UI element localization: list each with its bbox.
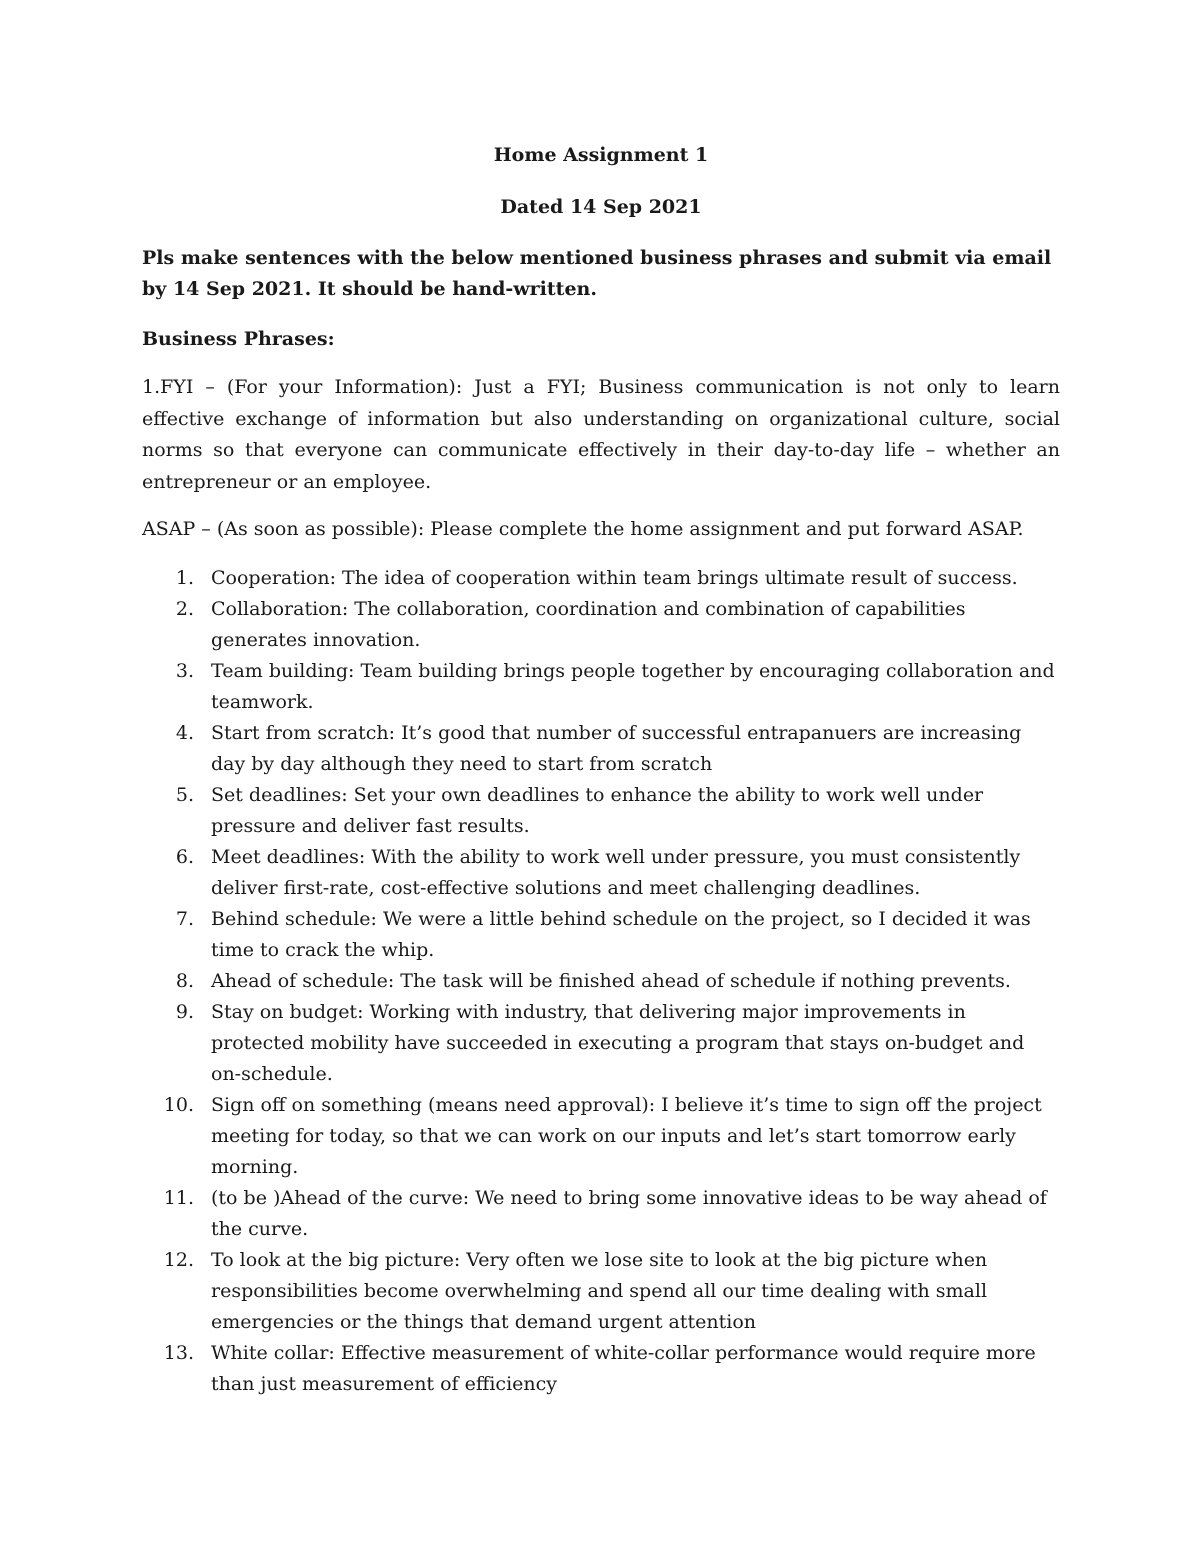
list-item-number: 9. xyxy=(175,1000,194,1023)
list-item-text: Meet deadlines: With the ability to work well under pressure, you must consistently deliver first-rate, cost-effective solutions and meet challenging deadlines. xyxy=(211,845,1021,899)
document-date: Dated 14 Sep 2021 xyxy=(500,196,702,218)
asap-paragraph: ASAP – (As soon as possible): Please complete the home assignment and put forward ASAP. xyxy=(142,518,1024,540)
list-item xyxy=(142,842,1060,904)
phrase-list xyxy=(142,563,1060,1400)
list-item xyxy=(142,563,1060,594)
list-item-number: 11. xyxy=(163,1186,194,1209)
document-page xyxy=(142,140,1060,1400)
document-title: Home Assignment 1 xyxy=(493,144,709,166)
list-item-number: 13. xyxy=(163,1341,194,1364)
list-item-text: Set deadlines: Set your own deadlines to enhance the ability to work well under pressure and deliver fast results. xyxy=(211,783,984,837)
list-item xyxy=(142,1245,1060,1338)
instructions: Pls make sentences with the below mentioned business phrases and submit via email by 14 Sep 2021. It should be hand-written. xyxy=(142,247,1052,300)
list-item-text: (to be )Ahead of the curve: We need to bring some innovative ideas to be way ahead of the curve. xyxy=(211,1186,1047,1240)
list-item xyxy=(142,1090,1060,1183)
list-item xyxy=(142,718,1060,780)
list-item xyxy=(142,904,1060,966)
list-item-text: Stay on budget: Working with industry, that delivering major improvements in protected mobility have succeeded in executing a program that stays on-budget and on-schedule. xyxy=(211,1000,1025,1085)
list-item-number: 1. xyxy=(175,566,194,589)
list-item-text: Collaboration: The collaboration, coordination and combination of capabilities generates innovation. xyxy=(211,597,966,651)
fyi-paragraph: 1.FYI – (For your Information): Just a FYI; Business communication is not only to learn effective exchange of information but also understanding on organizational culture, social norms so that everyone can communicate effectively in their day-to-day life – whether an entrepreneur or an employee. xyxy=(142,376,1060,493)
list-item-text: Start from scratch: It’s good that number of successful entrapanuers are increasing day by day although they need to start from scratch xyxy=(211,721,1022,775)
list-item-number: 10. xyxy=(163,1093,194,1116)
list-item-text: Cooperation: The idea of cooperation within team brings ultimate result of success. xyxy=(211,566,1018,589)
list-item-text: Sign off on something (means need approval): I believe it’s time to sign off the project meeting for today, so that we can work on our inputs and let’s start tomorrow early morning. xyxy=(211,1093,1042,1178)
list-item-text: To look at the big picture: Very often we lose site to look at the big picture when responsibilities become overwhelming and spend all our time dealing with small emergencies or the things that demand urgent attention xyxy=(211,1248,988,1333)
list-item-number: 6. xyxy=(175,845,194,868)
list-item xyxy=(142,594,1060,656)
list-item-number: 2. xyxy=(175,597,194,620)
list-item-number: 7. xyxy=(175,907,194,930)
list-item xyxy=(142,780,1060,842)
list-item-number: 4. xyxy=(175,721,194,744)
list-item-text: White collar: Effective measurement of white-collar performance would require more than just measurement of efficiency xyxy=(211,1341,1036,1395)
list-item xyxy=(142,1338,1060,1400)
list-item-number: 5. xyxy=(175,783,194,806)
list-item-text: Behind schedule: We were a little behind schedule on the project, so I decided it was time to crack the whip. xyxy=(211,907,1031,961)
list-item xyxy=(142,1183,1060,1245)
list-item xyxy=(142,656,1060,718)
list-item xyxy=(142,966,1060,997)
list-item-number: 12. xyxy=(163,1248,194,1271)
list-item-text: Team building: Team building brings people together by encouraging collaboration and teamwork. xyxy=(211,659,1055,713)
list-item-number: 8. xyxy=(175,969,194,992)
list-item-number: 3. xyxy=(175,659,194,682)
list-item xyxy=(142,997,1060,1090)
list-item-text: Ahead of schedule: The task will be finished ahead of schedule if nothing prevents. xyxy=(211,969,1011,992)
section-heading: Business Phrases: xyxy=(142,328,335,350)
